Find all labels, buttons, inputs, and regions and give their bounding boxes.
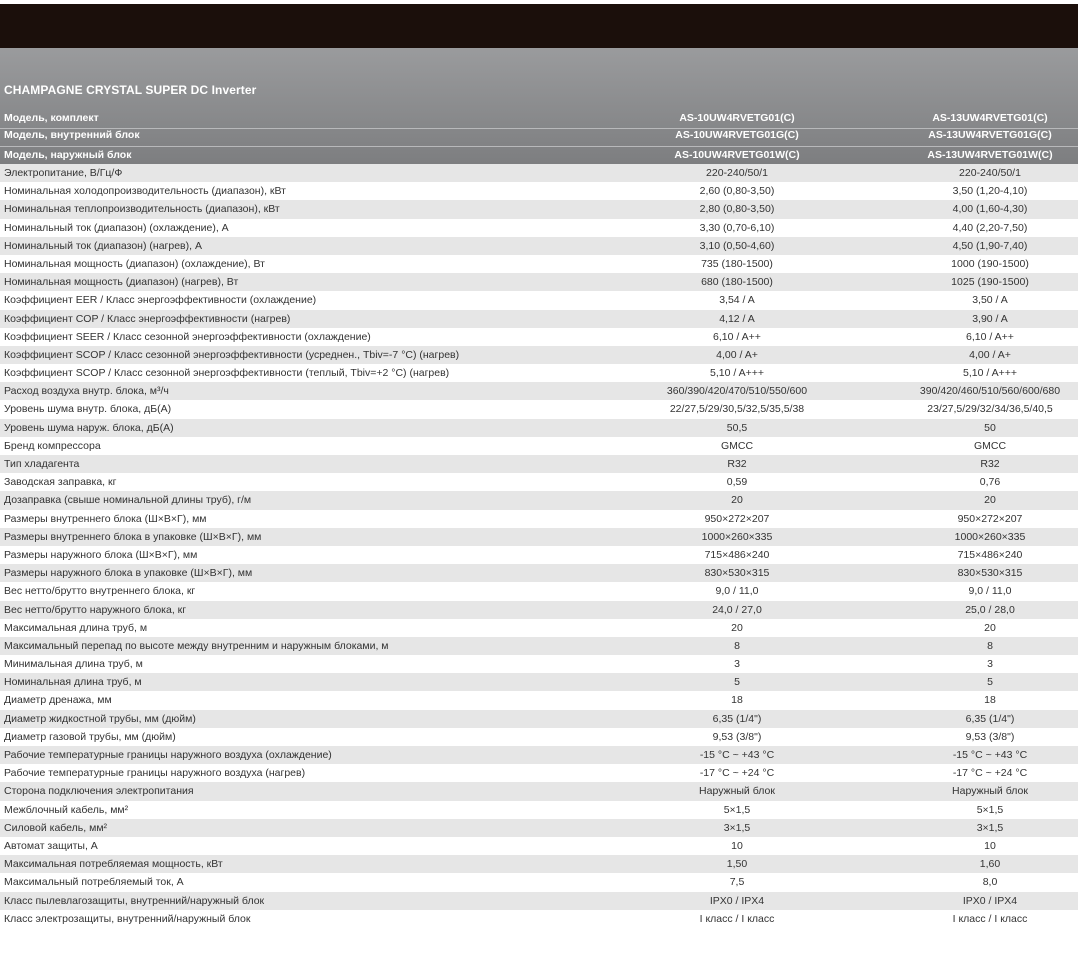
spec-label: Класс пылевлагозащиты, внутренний/наружный блок xyxy=(4,894,265,907)
spec-value-col-1: 950×272×207 xyxy=(704,512,770,525)
spec-label: Тип хладагента xyxy=(4,458,80,470)
spec-value-col-2: 1000 (190-1500) xyxy=(951,257,1029,270)
spec-value-col-2: 4,00 / A+ xyxy=(969,348,1011,361)
spec-label: Электропитание, В/Гц/Ф xyxy=(4,167,123,179)
table-row xyxy=(0,473,1078,491)
table-row xyxy=(0,255,1078,273)
spec-label: Коэффициент SCOP / Класс сезонной энергоэффективности (усреднен., Tbiv=-7 °C) (нагрев) xyxy=(4,348,460,361)
header-label: Модель, наружный блок xyxy=(4,149,132,161)
table-row xyxy=(0,546,1078,564)
spec-label: Минимальная длина труб, м xyxy=(4,658,143,671)
spec-value-col-1: 5×1,5 xyxy=(723,803,751,816)
spec-value-col-1: 6,35 (1/4") xyxy=(712,712,762,725)
table-row xyxy=(0,382,1078,400)
spec-value-col-2: 3,90 / A xyxy=(972,312,1008,325)
table-row xyxy=(0,564,1078,582)
spec-value-col-1: 3,54 / A xyxy=(719,294,755,307)
spec-label: Вес нетто/брутто наружного блока, кг xyxy=(4,603,187,616)
spec-value-col-2: 950×272×207 xyxy=(957,512,1023,525)
spec-value-col-1: 6,10 / A++ xyxy=(713,330,761,343)
model-col-2: AS-13UW4RVETG01(C) xyxy=(932,112,1048,124)
spec-value-col-2: 50 xyxy=(984,421,996,434)
table-row xyxy=(0,764,1078,782)
spec-label: Расход воздуха внутр. блока, м³/ч xyxy=(4,385,169,398)
spec-value-col-1: 20 xyxy=(731,494,743,507)
table-row xyxy=(0,419,1078,437)
spec-value-col-2: IPX0 / IPX4 xyxy=(962,894,1018,907)
spec-value-col-1: 2,60 (0,80-3,50) xyxy=(699,185,775,198)
table-row xyxy=(0,437,1078,455)
table-row xyxy=(0,273,1078,291)
table-row xyxy=(0,528,1078,546)
spec-value-col-2: -17 °C ~ +24 °C xyxy=(952,767,1028,780)
spec-value-col-2: 220-240/50/1 xyxy=(959,167,1021,179)
table-row xyxy=(0,673,1078,691)
spec-value-col-1: 5 xyxy=(734,676,740,689)
spec-label: Автомат защиты, А xyxy=(4,839,98,852)
spec-value-col-2: 390/420/460/510/560/600/680 xyxy=(919,385,1061,398)
spec-label: Коэффициент SEER / Класс сезонной энергоэффективности (охлаждение) xyxy=(4,330,371,343)
spec-label: Коэффициент COP / Класс энергоэффективности (нагрев) xyxy=(4,312,291,325)
table-row xyxy=(0,400,1078,418)
spec-label: Максимальная потребляемая мощность, кВт xyxy=(4,858,223,871)
spec-value-col-1: R32 xyxy=(727,458,747,470)
spec-label: Максимальная длина труб, м xyxy=(4,621,148,634)
table-row xyxy=(0,364,1078,382)
spec-value-col-1: 22/27,5/29/30,5/32,5/35,5/38 xyxy=(669,403,805,416)
spec-label: Номинальная длина труб, м xyxy=(4,676,142,689)
header-label: Модель, комплект xyxy=(4,112,99,124)
spec-value-col-2: 5 xyxy=(987,676,993,689)
spec-label: Номинальная холодопроизводительность (диапазон), кВт xyxy=(4,185,286,198)
table-row xyxy=(0,510,1078,528)
table-row xyxy=(0,782,1078,800)
table-row xyxy=(0,728,1078,746)
spec-label: Межблочный кабель, мм² xyxy=(4,803,129,816)
table-row xyxy=(0,200,1078,218)
spec-value-col-1: 220-240/50/1 xyxy=(706,167,768,179)
spec-label: Коэффициент SCOP / Класс сезонной энергоэффективности (теплый, Tbiv=+2 °C) (нагрев) xyxy=(4,367,450,380)
spec-value-col-1: 9,0 / 11,0 xyxy=(715,585,759,598)
table-row xyxy=(0,801,1078,819)
table-row xyxy=(0,182,1078,200)
spec-value-col-1: 2,80 (0,80-3,50) xyxy=(699,203,775,216)
spec-value-col-2: 9,53 (3/8") xyxy=(965,730,1015,743)
spec-label: Уровень шума наруж. блока, дБ(А) xyxy=(4,421,174,434)
model-col-1: AS-10UW4RVETG01G(C) xyxy=(675,129,799,141)
table-row xyxy=(0,892,1078,910)
spec-label: Размеры наружного блока в упаковке (Ш×В×Г), мм xyxy=(4,567,253,580)
spec-value-col-1: 4,12 / A xyxy=(719,312,755,325)
spec-value-col-2: 25,0 / 28,0 xyxy=(965,603,1015,616)
spec-label: Номинальный ток (диапазон) (охлаждение), А xyxy=(4,221,229,234)
spec-value-col-1: 680 (180-1500) xyxy=(701,276,773,289)
spec-label: Заводская заправка, кг xyxy=(4,476,117,489)
spec-label: Уровень шума внутр. блока, дБ(А) xyxy=(4,403,172,416)
spec-value-col-2: Наружный блок xyxy=(952,785,1028,798)
spec-value-col-1: 18 xyxy=(731,694,743,707)
spec-value-col-1: 8 xyxy=(734,639,740,652)
spec-label: Силовой кабель, мм² xyxy=(4,821,108,834)
table-row xyxy=(0,219,1078,237)
spec-value-col-1: 9,53 (3/8") xyxy=(712,730,762,743)
spec-label: Номинальная мощность (диапазон) (нагрев), Вт xyxy=(4,276,239,289)
spec-value-col-2: 1000×260×335 xyxy=(954,530,1026,543)
spec-value-col-2: R32 xyxy=(980,458,1000,470)
spec-value-col-1: -15 °C ~ +43 °C xyxy=(699,749,775,761)
spec-label: Номинальный ток (диапазон) (нагрев), А xyxy=(4,239,202,252)
table-row xyxy=(0,164,1078,182)
spec-value-col-2: 1,60 xyxy=(979,858,1001,871)
table-row xyxy=(0,491,1078,509)
spec-value-col-2: 3,50 (1,20-4,10) xyxy=(952,185,1028,198)
spec-value-col-2: 4,00 (1,60-4,30) xyxy=(952,203,1028,216)
model-col-1: AS-10UW4RVETG01(C) xyxy=(679,112,795,124)
model-col-1: AS-10UW4RVETG01W(C) xyxy=(674,149,800,161)
header-row-model-kit xyxy=(0,110,1078,128)
spec-value-col-1: 735 (180-1500) xyxy=(701,257,773,270)
spec-value-col-2: 10 xyxy=(984,839,996,852)
spec-value-col-1: 0,59 xyxy=(726,476,748,489)
table-row xyxy=(0,237,1078,255)
spec-label: Диаметр жидкостной трубы, мм (дюйм) xyxy=(4,712,196,725)
spec-value-col-2: 18 xyxy=(984,694,996,707)
spec-value-col-2: 3×1,5 xyxy=(976,821,1004,834)
table-row xyxy=(0,855,1078,873)
table-row xyxy=(0,710,1078,728)
spec-value-col-1: 3 xyxy=(734,658,740,671)
spec-value-col-1: 3,10 (0,50-4,60) xyxy=(699,239,775,252)
spec-value-col-1: 3,30 (0,70-6,10) xyxy=(699,221,775,234)
spec-value-col-1: GMCC xyxy=(720,439,754,452)
spec-value-col-2: 3,50 / A xyxy=(972,294,1008,307)
spec-value-col-2: 5,10 / A+++ xyxy=(962,367,1017,380)
spec-value-col-1: 20 xyxy=(731,621,743,634)
spec-label: Коэффициент EER / Класс энергоэффективности (охлаждение) xyxy=(4,294,317,307)
spec-label: Размеры наружного блока (Ш×В×Г), мм xyxy=(4,548,198,561)
spec-label: Номинальная мощность (диапазон) (охлаждение), Вт xyxy=(4,257,265,270)
header-label: Модель, внутренний блок xyxy=(4,129,140,141)
table-row xyxy=(0,346,1078,364)
spec-label: Номинальная теплопроизводительность (диапазон), кВт xyxy=(4,203,280,216)
spec-value-col-2: 3 xyxy=(987,658,993,671)
table-row xyxy=(0,655,1078,673)
spec-value-col-1: IPX0 / IPX4 xyxy=(709,894,765,907)
spec-label: Вес нетто/брутто внутреннего блока, кг xyxy=(4,585,196,598)
table-row xyxy=(0,455,1078,473)
spec-value-col-2: 8 xyxy=(987,639,993,652)
spec-label: Рабочие температурные границы наружного воздуха (охлаждение) xyxy=(4,749,332,761)
table-row xyxy=(0,910,1078,928)
spec-label: Диаметр дренажа, мм xyxy=(4,694,112,707)
header-row-model-indoor xyxy=(0,127,1078,145)
spec-value-col-2: 20 xyxy=(984,621,996,634)
spec-label: Класс электрозащиты, внутренний/наружный блок xyxy=(4,912,251,925)
table-row xyxy=(0,291,1078,309)
spec-label: Дозаправка (свыше номинальной длины труб), г/м xyxy=(4,494,252,507)
spec-value-col-2: GMCC xyxy=(973,439,1007,452)
spec-value-col-1: I класс / I класс xyxy=(699,912,775,925)
spec-label: Размеры внутреннего блока (Ш×В×Г), мм xyxy=(4,512,207,525)
spec-label: Максимальный потребляемый ток, А xyxy=(4,876,184,889)
spec-value-col-2: 6,35 (1/4") xyxy=(965,712,1015,725)
spec-value-col-2: 715×486×240 xyxy=(957,548,1023,561)
table-row xyxy=(0,637,1078,655)
table-row xyxy=(0,582,1078,600)
spec-value-col-2: 8,0 xyxy=(982,876,998,889)
top-dark-banner xyxy=(0,4,1078,48)
table-row xyxy=(0,691,1078,709)
spec-value-col-1: 1,50 xyxy=(726,858,748,871)
spec-value-col-1: 4,00 / A+ xyxy=(716,348,758,361)
table-row xyxy=(0,310,1078,328)
spec-value-col-1: -17 °C ~ +24 °C xyxy=(699,767,775,780)
spec-value-col-1: 830×530×315 xyxy=(704,567,770,580)
spec-value-col-2: 4,40 (2,20-7,50) xyxy=(952,221,1028,234)
series-title: CHAMPAGNE CRYSTAL SUPER DC Inverter xyxy=(4,83,257,97)
spec-label: Максимальный перепад по высоте между внутренним и наружным блоками, м xyxy=(4,639,389,652)
spec-value-col-1: 3×1,5 xyxy=(723,821,751,834)
spec-label: Диаметр газовой трубы, мм (дюйм) xyxy=(4,730,176,743)
header-row-model-outdoor xyxy=(0,147,1078,165)
table-row xyxy=(0,819,1078,837)
spec-value-col-1: 360/390/420/470/510/550/600 xyxy=(666,385,808,398)
spec-value-col-1: 7,5 xyxy=(729,876,745,889)
spec-value-col-2: 0,76 xyxy=(979,476,1001,489)
spec-label: Бренд компрессора xyxy=(4,439,101,452)
table-row xyxy=(0,837,1078,855)
spec-value-col-1: 50,5 xyxy=(726,421,748,434)
spec-value-col-2: 1025 (190-1500) xyxy=(951,276,1029,289)
spec-label: Сторона подключения электропитания xyxy=(4,785,194,798)
table-row xyxy=(0,601,1078,619)
spec-value-col-1: 24,0 / 27,0 xyxy=(712,603,762,616)
model-col-2: AS-13UW4RVETG01G(C) xyxy=(928,129,1052,141)
spec-value-col-2: 830×530×315 xyxy=(957,567,1023,580)
spec-table-body xyxy=(0,164,1078,928)
spec-value-col-1: 1000×260×335 xyxy=(701,530,773,543)
spec-label: Размеры внутреннего блока в упаковке (Ш×В×Г), мм xyxy=(4,530,262,543)
table-row xyxy=(0,746,1078,764)
spec-value-col-2: 20 xyxy=(984,494,996,507)
spec-value-col-2: -15 °C ~ +43 °C xyxy=(952,749,1028,761)
spec-value-col-1: 5,10 / A+++ xyxy=(709,367,764,380)
spec-value-col-2: I класс / I класс xyxy=(952,912,1028,925)
table-row xyxy=(0,619,1078,637)
spec-value-col-1: 715×486×240 xyxy=(704,548,770,561)
spec-label: Рабочие температурные границы наружного воздуха (нагрев) xyxy=(4,767,306,780)
spec-value-col-2: 5×1,5 xyxy=(976,803,1004,816)
table-row xyxy=(0,328,1078,346)
spec-value-col-1: Наружный блок xyxy=(699,785,775,798)
spec-value-col-2: 23/27,5/29/32/34/36,5/40,5 xyxy=(927,403,1053,416)
spec-value-col-2: 9,0 / 11,0 xyxy=(968,585,1012,598)
spec-value-col-1: 10 xyxy=(731,839,743,852)
table-row xyxy=(0,873,1078,891)
spec-value-col-2: 6,10 / A++ xyxy=(966,330,1014,343)
model-col-2: AS-13UW4RVETG01W(C) xyxy=(927,149,1053,161)
spec-value-col-2: 4,50 (1,90-7,40) xyxy=(952,239,1028,252)
